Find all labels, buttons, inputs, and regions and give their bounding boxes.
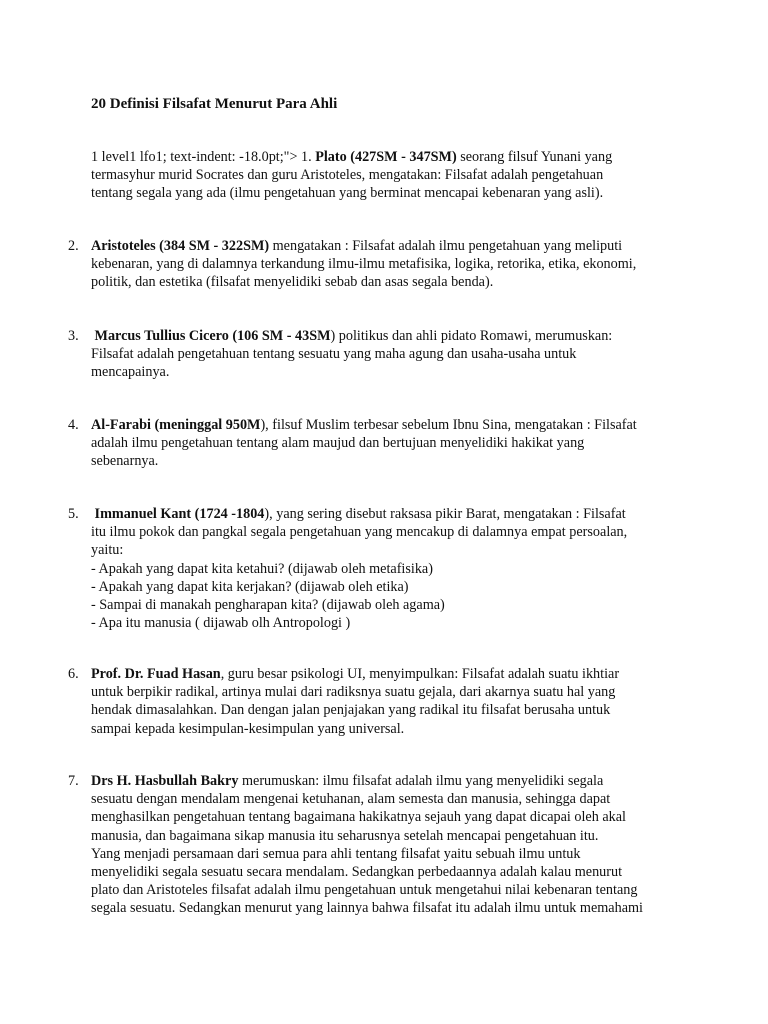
text-run: yaitu: bbox=[91, 542, 124, 559]
text-run: - Apakah yang dapat kita ketahui? (dijawab oleh metafisika) bbox=[91, 560, 433, 577]
text-line bbox=[68, 327, 668, 345]
text-run: hendak dimasalahkan. Dan dengan jalan penjajakan yang radikal itu filsafat berusaha untuk bbox=[91, 702, 611, 719]
text-run: mengatakan : Filsafat adalah ilmu pengetahuan yang meliputi bbox=[269, 238, 623, 254]
item-number: 2. bbox=[68, 238, 79, 254]
text-run: sebenarnya. bbox=[91, 453, 159, 470]
text-line bbox=[91, 148, 691, 166]
list-item bbox=[68, 416, 668, 471]
text-run: Yang menjadi persamaan dari semua para ahli tentang filsafat yaitu sebuah ilmu untuk bbox=[91, 845, 581, 862]
text-run: termasyhur murid Socrates dan guru Aristoteles, mengatakan: Filsafat adalah pengetahuan bbox=[91, 167, 604, 184]
text-run: merumuskan: ilmu filsafat adalah ilmu yang menyelidiki segala bbox=[238, 773, 604, 789]
text-line bbox=[68, 701, 668, 719]
text-run: politik, dan estetika (filsafat menyelidiki sebab dan asas segala benda). bbox=[91, 274, 494, 291]
text-line bbox=[68, 899, 668, 917]
text-line bbox=[68, 790, 668, 808]
list-item bbox=[68, 505, 668, 632]
text-run: menyelidiki segala sesuatu secara mendalam. Sedangkan perbedaannya adalah kalau menurut bbox=[91, 864, 623, 881]
text-run: Filsafat adalah pengetahuan tentang sesuatu yang maha agung dan usaha-usaha untuk bbox=[91, 346, 577, 363]
author-name: Aristoteles (384 SM - 322SM) bbox=[91, 238, 270, 254]
list-item bbox=[68, 772, 668, 918]
text-run: segala sesuatu. Sedangkan menurut yang lainnya bahwa filsafat itu adalah ilmu untuk memahami bbox=[91, 900, 643, 917]
list-item bbox=[68, 665, 668, 738]
text-run: mencapainya. bbox=[91, 364, 170, 381]
text-line bbox=[68, 541, 668, 559]
text-run: ), yang sering disebut raksasa pikir Barat, mengatakan : Filsafat bbox=[264, 506, 626, 522]
text-line bbox=[68, 505, 668, 523]
text-run: sesuatu dengan mendalam mengenai ketuhanan, alam semesta dan manusia, sehingga dapat bbox=[91, 791, 611, 808]
text-line bbox=[68, 273, 668, 291]
text-line bbox=[68, 237, 668, 255]
text-run: menghasilkan pengetahuan tentang bagaimana hakikatnya sejauh yang dapat dicapai oleh akal bbox=[91, 809, 626, 826]
text-line bbox=[68, 255, 668, 273]
list-item bbox=[68, 327, 668, 382]
text-line bbox=[68, 345, 668, 363]
text-run: adalah ilmu pengetahuan tentang alam maujud dan bertujuan menyelidiki hakikat yang bbox=[91, 435, 585, 452]
text-line bbox=[68, 881, 668, 899]
text-run: untuk berpikir radikal, artinya mulai dari radiksnya suatu gejala, dari akarnya suatu hal yang bbox=[91, 684, 616, 701]
text-line bbox=[68, 720, 668, 738]
text-line bbox=[68, 683, 668, 701]
author-name: Plato (427SM - 347SM) bbox=[315, 149, 457, 165]
item-number: 4. bbox=[68, 417, 79, 433]
text-run: manusia, dan bagaimana sikap manusia itu seharusnya setelah mencapai pengetahuan itu. bbox=[91, 827, 599, 844]
text-line bbox=[68, 863, 668, 881]
text-run: , guru besar psikologi UI, menyimpulkan: Filsafat adalah suatu ikhtiar bbox=[220, 666, 620, 682]
text-run: seorang filsuf Yunani yang bbox=[456, 149, 613, 165]
item-number: 7. bbox=[68, 773, 79, 789]
text-run: sampai kepada kesimpulan-kesimpulan yang universal. bbox=[91, 720, 405, 737]
text-line bbox=[68, 523, 668, 541]
text-line bbox=[68, 665, 668, 683]
list-item bbox=[68, 237, 668, 292]
text-line bbox=[68, 452, 668, 470]
text-line bbox=[68, 596, 668, 614]
author-name: Immanuel Kant (1724 -1804 bbox=[91, 506, 265, 522]
text-run: plato dan Aristoteles filsafat adalah ilmu pengetahuan untuk mengetahui nilai kebenaran tentang bbox=[91, 882, 638, 899]
text-run: 1 level1 lfo1; text-indent: -18.0pt;"> 1. bbox=[91, 149, 316, 165]
list-item bbox=[91, 148, 691, 203]
text-run: ), filsuf Muslim terbesar sebelum Ibnu Sina, mengatakan : Filsafat bbox=[260, 417, 637, 433]
author-name: Al-Farabi (meninggal 950M bbox=[91, 417, 261, 433]
item-number: 5. bbox=[68, 506, 79, 522]
text-line bbox=[91, 166, 691, 184]
text-line bbox=[68, 845, 668, 863]
text-run: tentang segala yang ada (ilmu pengetahuan yang berminat mencapai kebenaran yang asli). bbox=[91, 185, 604, 202]
text-run: itu ilmu pokok dan pangkal segala pengetahuan yang mencakup di dalamnya empat persoalan, bbox=[91, 524, 628, 541]
text-line bbox=[68, 614, 668, 632]
document-title: 20 Definisi Filsafat Menurut Para Ahli bbox=[91, 96, 338, 112]
text-line bbox=[68, 434, 668, 452]
item-number: 3. bbox=[68, 328, 79, 344]
text-run: - Apakah yang dapat kita kerjakan? (dijawab oleh etika) bbox=[91, 578, 409, 595]
text-line bbox=[68, 772, 668, 790]
item-number: 6. bbox=[68, 666, 79, 682]
text-line bbox=[68, 363, 668, 381]
text-line bbox=[68, 827, 668, 845]
text-line bbox=[68, 560, 668, 578]
text-run: kebenaran, yang di dalamnya terkandung ilmu-ilmu metafisika, logika, retorika, etika, ekonomi, bbox=[91, 256, 637, 273]
author-name: Drs H. Hasbullah Bakry bbox=[91, 773, 239, 789]
text-run: ) politikus dan ahli pidato Romawi, merumuskan: bbox=[330, 328, 613, 344]
author-name: Marcus Tullius Cicero (106 SM - 43SM bbox=[91, 328, 331, 344]
text-line bbox=[91, 184, 691, 202]
text-run: - Sampai di manakah pengharapan kita? (dijawab oleh agama) bbox=[91, 597, 445, 614]
author-name: Prof. Dr. Fuad Hasan bbox=[91, 666, 221, 682]
text-line bbox=[68, 578, 668, 596]
text-line bbox=[68, 808, 668, 826]
text-run: - Apa itu manusia ( dijawab olh Antropologi ) bbox=[91, 615, 351, 632]
text-line bbox=[68, 416, 668, 434]
